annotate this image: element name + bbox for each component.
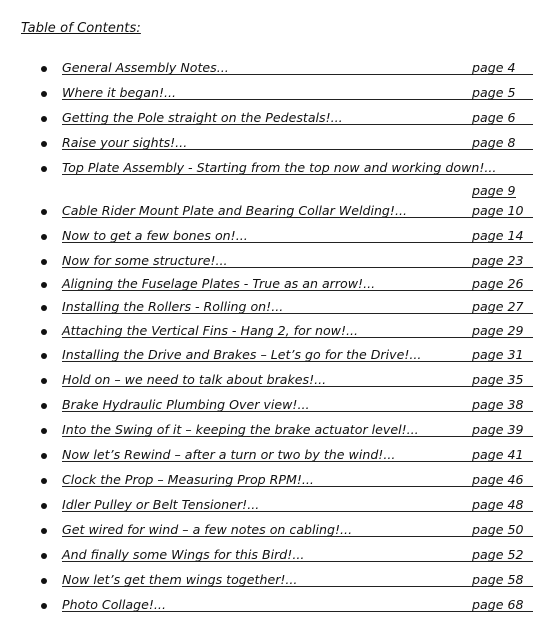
- toc-entry-title: Top Plate Assembly - Starting from the top now and working down!...: [62, 160, 497, 175]
- toc-entry-leader-line: [62, 337, 533, 338]
- toc-entry[interactable]: [0, 228, 553, 248]
- bullet-icon: [41, 305, 47, 311]
- toc-entry-page: page 23: [472, 253, 524, 268]
- bullet-icon: [41, 578, 47, 584]
- toc-entry-page: page 52: [472, 547, 524, 562]
- toc-entry[interactable]: [0, 276, 553, 296]
- bullet-icon: [41, 403, 47, 409]
- toc-entry[interactable]: [0, 135, 553, 155]
- bullet-icon: [41, 66, 47, 72]
- toc-entry[interactable]: [0, 347, 553, 367]
- toc-entry[interactable]: [0, 110, 553, 130]
- toc-entry-page: page 10: [472, 203, 524, 218]
- toc-entry-title: And finally some Wings for this Bird!...: [62, 547, 305, 562]
- toc-entry[interactable]: [0, 323, 553, 343]
- bullet-icon: [41, 91, 47, 97]
- toc-entry-title: Aligning the Fuselage Plates - True as an arrow!...: [62, 276, 376, 291]
- toc-entry-title: Installing the Drive and Brakes – Let’s go for the Drive!...: [62, 347, 422, 362]
- toc-entry-page: page 46: [472, 472, 524, 487]
- toc-entry-leader-line: [62, 411, 533, 412]
- toc-entry-page: page 39: [472, 422, 524, 437]
- toc-title: Table of Contents:: [21, 21, 141, 36]
- toc-entry-title: Getting the Pole straight on the Pedestals!...: [62, 110, 343, 125]
- bullet-icon: [41, 378, 47, 384]
- toc-entry-leader-line: [62, 242, 533, 243]
- bullet-icon: [41, 329, 47, 335]
- toc-entry[interactable]: [0, 160, 553, 198]
- toc-entry-title: Cable Rider Mount Plate and Bearing Collar Welding!...: [62, 203, 407, 218]
- toc-entry-title: Idler Pulley or Belt Tensioner!...: [62, 497, 260, 512]
- toc-entry-title: General Assembly Notes...: [62, 60, 229, 75]
- toc-entry-leader-line: [62, 461, 533, 462]
- bullet-icon: [41, 528, 47, 534]
- toc-entry-leader-line: [62, 561, 533, 562]
- toc-entry-page: page 14: [472, 228, 524, 243]
- toc-entry-page: page 68: [472, 597, 524, 612]
- bullet-icon: [41, 503, 47, 509]
- toc-entry-title: Raise your sights!...: [62, 135, 188, 150]
- bullet-icon: [41, 453, 47, 459]
- toc-entry-page: page 31: [472, 347, 524, 362]
- bullet-icon: [41, 141, 47, 147]
- toc-entry[interactable]: [0, 85, 553, 105]
- toc-entry-page: page 4: [472, 60, 516, 75]
- toc-entry-leader-line: [62, 611, 533, 612]
- toc-entry-leader-line: [62, 217, 533, 218]
- toc-entry-page: page 41: [472, 447, 524, 462]
- bullet-icon: [41, 259, 47, 265]
- bullet-icon: [41, 209, 47, 215]
- toc-entry[interactable]: [0, 472, 553, 492]
- toc-entry-page: page 48: [472, 497, 524, 512]
- toc-entry[interactable]: [0, 522, 553, 542]
- toc-entry-page: page 58: [472, 572, 524, 587]
- toc-entry-leader-line: [62, 149, 533, 150]
- bullet-icon: [41, 234, 47, 240]
- toc-entry[interactable]: [0, 497, 553, 517]
- toc-entry-page: page 38: [472, 397, 524, 412]
- toc-entry-page: page 26: [472, 276, 524, 291]
- toc-entry[interactable]: [0, 547, 553, 567]
- toc-entry[interactable]: [0, 60, 553, 80]
- toc-entry-title: Into the Swing of it – keeping the brake actuator level!...: [62, 422, 419, 437]
- toc-entry-leader-line: [62, 486, 533, 487]
- toc-entry-title: Brake Hydraulic Plumbing Over view!...: [62, 397, 310, 412]
- toc-entry-title: Now let’s Rewind – after a turn or two by the wind!...: [62, 447, 396, 462]
- toc-entry-leader-line: [62, 267, 533, 268]
- toc-entry[interactable]: [0, 203, 553, 223]
- bullet-icon: [41, 603, 47, 609]
- toc-entry-page: page 29: [472, 323, 524, 338]
- toc-entry-leader-line: [62, 536, 533, 537]
- toc-entry-leader-line: [62, 386, 533, 387]
- bullet-icon: [41, 353, 47, 359]
- toc-entry-title: Hold on – we need to talk about brakes!...: [62, 372, 327, 387]
- bullet-icon: [41, 428, 47, 434]
- toc-entry-leader-line: [62, 174, 533, 175]
- toc-entry-title: Installing the Rollers - Rolling on!...: [62, 299, 284, 314]
- toc-entry-title: Photo Collage!...: [62, 597, 166, 612]
- toc-entry-title: Get wired for wind – a few notes on cabling!...: [62, 522, 353, 537]
- toc-entry-leader-line: [62, 99, 533, 100]
- toc-entry[interactable]: [0, 447, 553, 467]
- bullet-icon: [41, 166, 47, 172]
- toc-entry-title: Where it began!...: [62, 85, 177, 100]
- toc-entry-title: Now to get a few bones on!...: [62, 228, 248, 243]
- toc-entry-leader-line: [472, 197, 516, 198]
- toc-entry-leader-line: [62, 511, 533, 512]
- toc-entry-leader-line: [62, 290, 533, 291]
- toc-entry-leader-line: [62, 313, 533, 314]
- toc-entry[interactable]: [0, 253, 553, 273]
- toc-entry-page: page 8: [472, 135, 516, 150]
- toc-entry-page: page 6: [472, 110, 516, 125]
- toc-entry-title: Now let’s get them wings together!...: [62, 572, 298, 587]
- toc-entry-page: page 27: [472, 299, 524, 314]
- toc-entry[interactable]: [0, 299, 553, 319]
- toc-entry-page: page 50: [472, 522, 524, 537]
- toc-entry-page: page 35: [472, 372, 524, 387]
- toc-entry-leader-line: [62, 74, 533, 75]
- toc-entry-title: Now for some structure!...: [62, 253, 228, 268]
- toc-entry[interactable]: [0, 422, 553, 442]
- toc-entry-title: Attaching the Vertical Fins - Hang 2, for now!...: [62, 323, 359, 338]
- toc-entry[interactable]: [0, 372, 553, 392]
- toc-entry-leader-line: [62, 361, 533, 362]
- toc-entry-title: Clock the Prop – Measuring Prop RPM!...: [62, 472, 314, 487]
- toc-entry[interactable]: [0, 397, 553, 417]
- toc-entry-leader-line: [62, 586, 533, 587]
- bullet-icon: [41, 282, 47, 288]
- toc-entry-page: page 5: [472, 85, 516, 100]
- toc-entry-page: page 9: [472, 183, 516, 198]
- bullet-icon: [41, 553, 47, 559]
- toc-entry[interactable]: [0, 572, 553, 592]
- toc-entry[interactable]: [0, 597, 553, 617]
- toc-entry-leader-line: [62, 124, 533, 125]
- toc-entry-leader-line: [62, 436, 533, 437]
- bullet-icon: [41, 478, 47, 484]
- bullet-icon: [41, 116, 47, 122]
